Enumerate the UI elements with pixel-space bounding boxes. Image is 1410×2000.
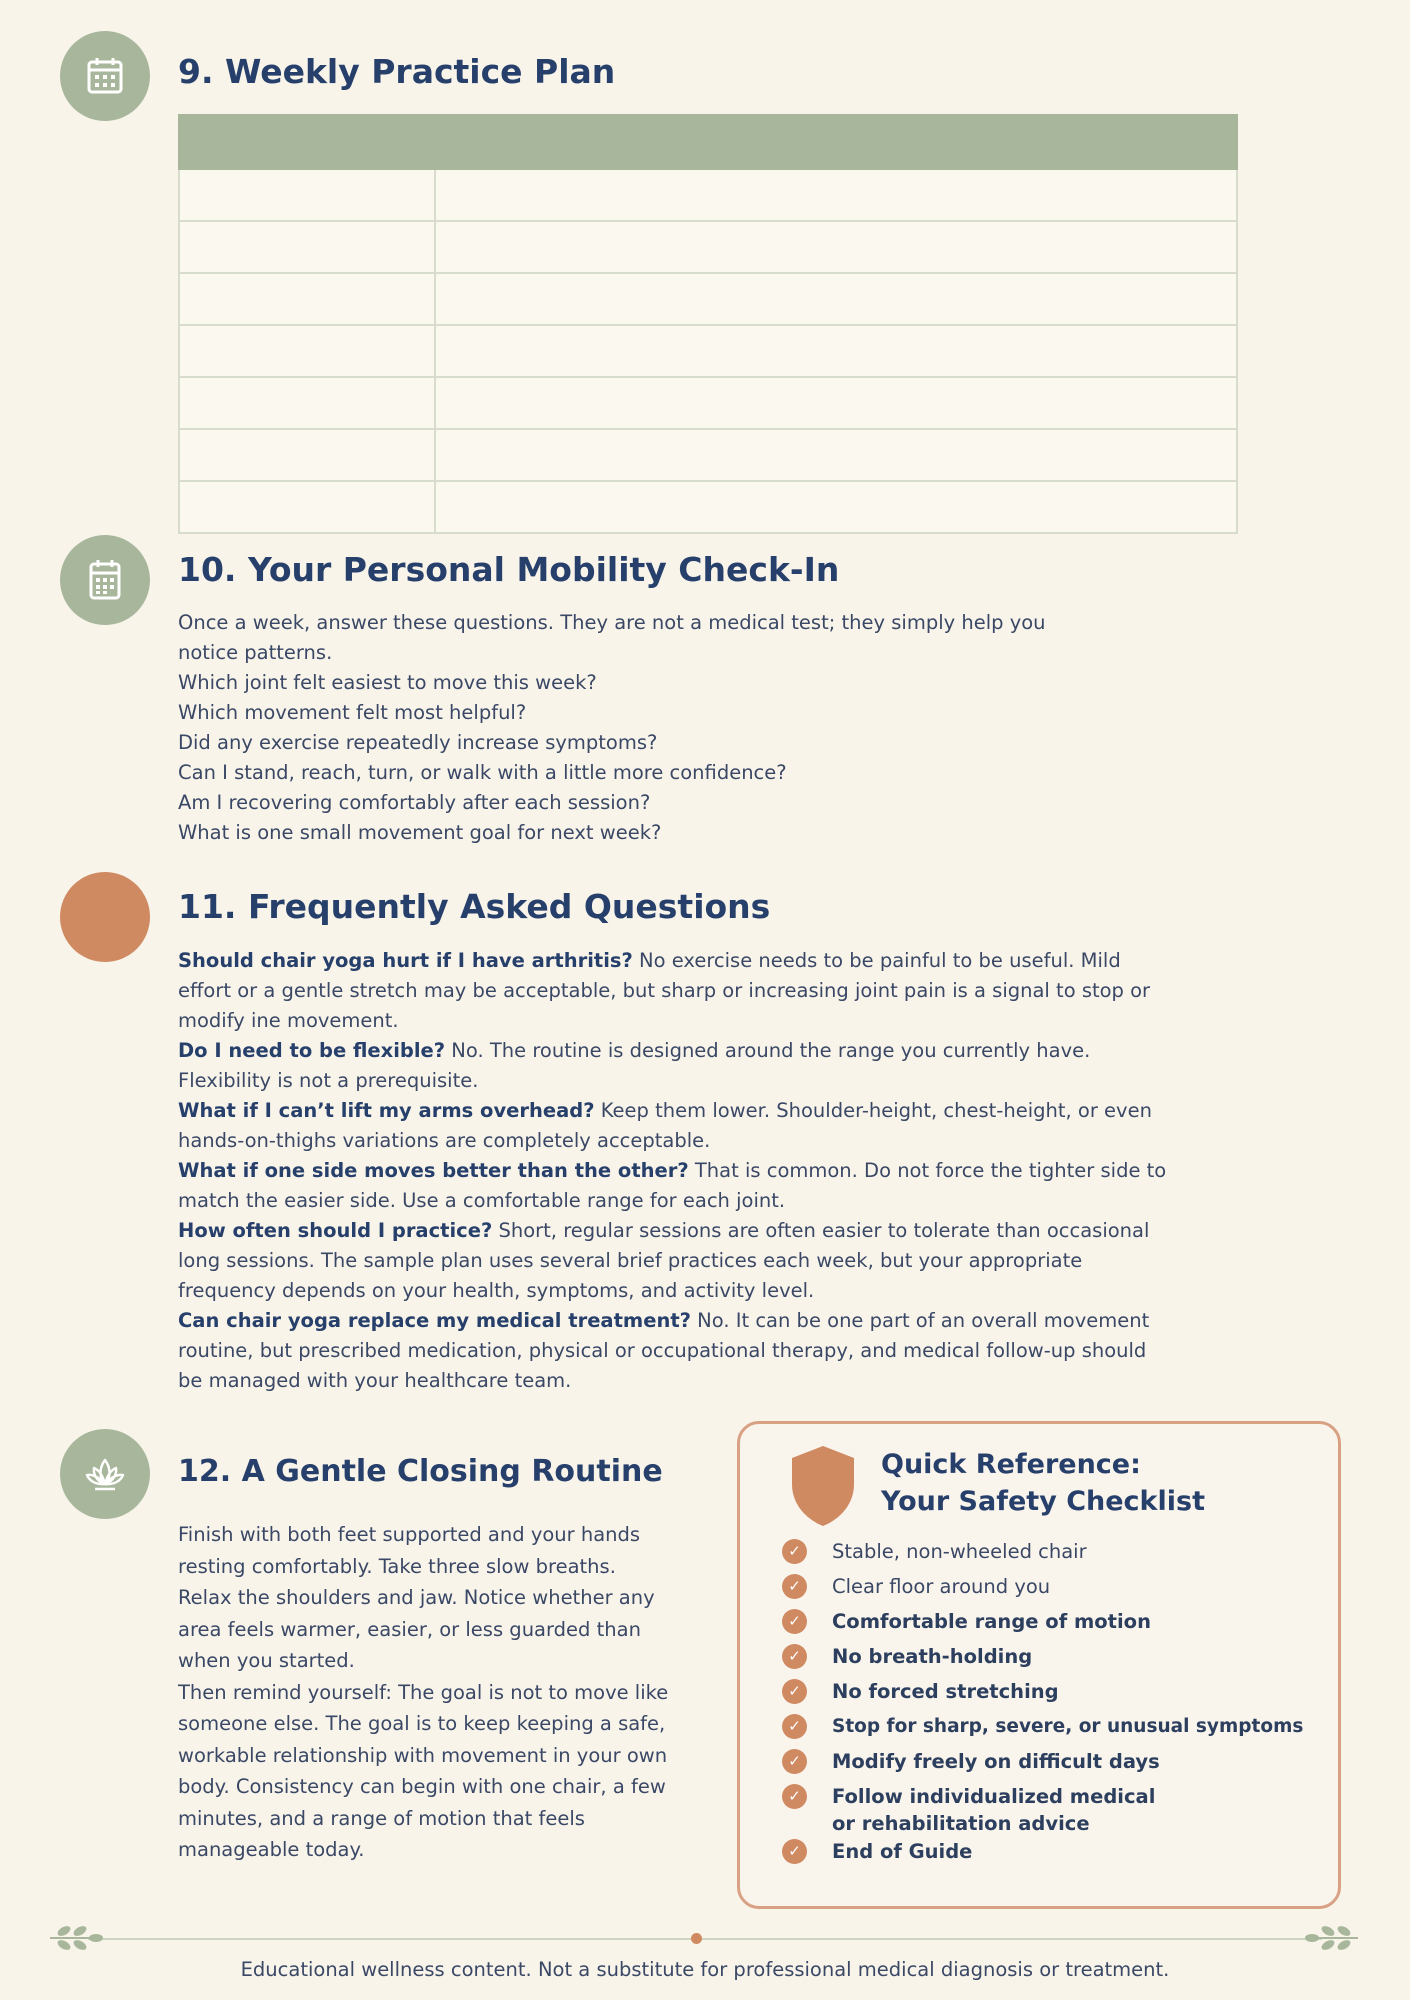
checklist-item	[782, 1713, 1303, 1748]
checklist-item	[782, 1573, 1303, 1608]
table-row	[179, 377, 1237, 429]
faq-question: What if one side moves better than the other?	[178, 1159, 689, 1182]
table-row	[179, 273, 1237, 325]
faq-answer: No. It can be one part of an overall movement routine, but prescribed medication, physical or occupational therapy, and medical follow-up should be managed with your healthcare team.	[178, 1309, 1150, 1392]
closing-paragraph: Then remind yourself: The goal is not to move like someone else. The goal is to keep keeping a safe, workable relationship with movement in your own body. Consistency can begin with one chair, a few minutes, and a range of motion that feels manageable today.	[178, 1680, 669, 1861]
table-cell	[435, 221, 1237, 273]
table-cell	[179, 377, 435, 429]
table-cell	[435, 377, 1237, 429]
checkin-question: Can I stand, reach, turn, or walk with a little more confidence?	[178, 761, 787, 784]
check-icon: ✓	[782, 1574, 807, 1599]
table-row	[179, 169, 1237, 221]
lotus-icon	[81, 1450, 129, 1498]
checklist-title	[881, 1446, 1205, 1520]
checklist-item-label: Follow individualized medical or rehabilitation advice	[832, 1785, 1156, 1835]
checklist-items	[782, 1538, 1303, 1873]
section-12-badge	[60, 1429, 150, 1519]
checklist-item	[782, 1748, 1303, 1783]
checkin-question: What is one small movement goal for next week?	[178, 821, 662, 844]
check-icon: ✓	[782, 1539, 807, 1564]
table-cell	[179, 429, 435, 481]
table-header-row	[179, 115, 1237, 169]
calendar-icon	[81, 556, 129, 604]
faq-item	[178, 946, 1168, 1036]
check-icon: ✓	[782, 1714, 807, 1739]
table-cell	[179, 273, 435, 325]
calendar-icon	[81, 52, 129, 100]
faq-question: What if I can’t lift my arms overhead?	[178, 1099, 595, 1122]
faq-item	[178, 1156, 1168, 1216]
section-11-badge	[60, 872, 150, 962]
table-row	[179, 429, 1237, 481]
faq-question: Do I need to be flexible?	[178, 1039, 446, 1062]
checklist-item-label: Clear floor around you	[832, 1575, 1051, 1598]
section-10-badge	[60, 535, 150, 625]
table-header-cell	[435, 115, 1237, 169]
table-row	[179, 221, 1237, 273]
checklist-item	[782, 1838, 1303, 1873]
faq-item	[178, 1036, 1168, 1096]
section-9-badge	[60, 31, 150, 121]
faq-answer: That is common. Do not force the tighter side to match the easier side. Use a comfortable range for each joint.	[178, 1159, 1167, 1212]
faq-list	[178, 946, 1168, 1396]
checklist-item	[782, 1608, 1303, 1643]
footer-disclaimer: Educational wellness content. Not a substitute for professional medical diagnosis or treatment.	[240, 1958, 1170, 1981]
table-cell	[179, 169, 435, 221]
checklist-item	[782, 1678, 1303, 1713]
table-row	[179, 481, 1237, 533]
check-icon: ✓	[782, 1679, 807, 1704]
checkin-question: Which movement felt most helpful?	[178, 701, 527, 724]
footer-divider-dot	[691, 1933, 702, 1944]
checklist-item-label: Stable, non-wheeled chair	[832, 1540, 1087, 1563]
faq-answer: No. The routine is designed around the range you currently have. Flexibility is not a prerequisite.	[178, 1039, 1091, 1092]
checklist-item-label: Modify freely on difficult days	[832, 1750, 1160, 1773]
checkin-question: Which joint felt easiest to move this week?	[178, 671, 597, 694]
section-10-title: 10. Your Personal Mobility Check-In	[178, 550, 840, 589]
checklist-title-line: Your Safety Checklist	[881, 1486, 1205, 1517]
checklist-item-label: No forced stretching	[832, 1680, 1059, 1703]
faq-question: Can chair yoga replace my medical treatment?	[178, 1309, 691, 1332]
table-cell	[179, 481, 435, 533]
checkin-question: Am I recovering comfortably after each session?	[178, 791, 651, 814]
checklist-item-label: Stop for sharp, severe, or unusual symptoms	[832, 1716, 1304, 1737]
faq-answer: No exercise needs to be painful to be useful. Mild effort or a gentle stretch may be acceptable, but sharp or increasing joint pain is a signal to stop or modify ine movement.	[178, 949, 1151, 1032]
table-cell	[435, 429, 1237, 481]
faq-item	[178, 1216, 1168, 1306]
closing-routine-text	[178, 1519, 673, 1866]
checkin-intro: Once a week, answer these questions. They are not a medical test; they simply help you notice patterns.	[178, 611, 1046, 664]
checkin-questions	[178, 608, 1108, 848]
check-icon: ✓	[782, 1749, 807, 1774]
checklist-item-label: Comfortable range of motion	[832, 1610, 1151, 1633]
faq-answer: Short, regular sessions are often easier to tolerate than occasional long sessions. The sample plan uses several brief practices each week, but your appropriate frequency depends on your health, symptoms, and activity level.	[178, 1219, 1150, 1302]
table-header-cell	[179, 115, 435, 169]
checklist-item-label: End of Guide	[832, 1840, 973, 1863]
faq-answer: Keep them lower. Shoulder-height, chest-height, or even hands-on-thighs variations are completely acceptable.	[178, 1099, 1152, 1152]
faq-item	[178, 1306, 1168, 1396]
weekly-plan-table	[178, 114, 1238, 534]
checklist-item	[782, 1538, 1303, 1573]
leaf-sprig-icon	[46, 1920, 106, 1956]
check-icon: ✓	[782, 1839, 807, 1864]
check-icon: ✓	[782, 1609, 807, 1634]
closing-paragraph: Finish with both feet supported and your hands resting comfortably. Take three slow breaths. Relax the shoulders and jaw. Notice whether any area feels warmer, easier, or less guarded than when you started.	[178, 1523, 655, 1672]
checkin-question: Did any exercise repeatedly increase symptoms?	[178, 731, 658, 754]
faq-question: Should chair yoga hurt if I have arthritis?	[178, 949, 633, 972]
shield-icon	[788, 1444, 858, 1528]
check-icon: ✓	[782, 1644, 807, 1669]
check-icon: ✓	[782, 1784, 807, 1809]
table-cell	[435, 481, 1237, 533]
table-cell	[179, 221, 435, 273]
section-11-title: 11. Frequently Asked Questions	[178, 887, 771, 926]
table-cell	[435, 273, 1237, 325]
checklist-title-line: Quick Reference:	[881, 1449, 1141, 1480]
section-12-title: 12. A Gentle Closing Routine	[178, 1454, 663, 1489]
safety-checklist-card	[737, 1421, 1341, 1909]
checklist-item-label: No breath-holding	[832, 1645, 1033, 1668]
leaf-sprig-icon	[1302, 1920, 1362, 1956]
section-9-title: 9. Weekly Practice Plan	[178, 52, 616, 91]
table-cell	[435, 325, 1237, 377]
faq-question: How often should I practice?	[178, 1219, 493, 1242]
checklist-item	[782, 1783, 1162, 1838]
footer-divider	[88, 1938, 1322, 1940]
faq-item	[178, 1096, 1168, 1156]
table-cell	[435, 169, 1237, 221]
table-cell	[179, 325, 435, 377]
checklist-item	[782, 1643, 1303, 1678]
table-row	[179, 325, 1237, 377]
